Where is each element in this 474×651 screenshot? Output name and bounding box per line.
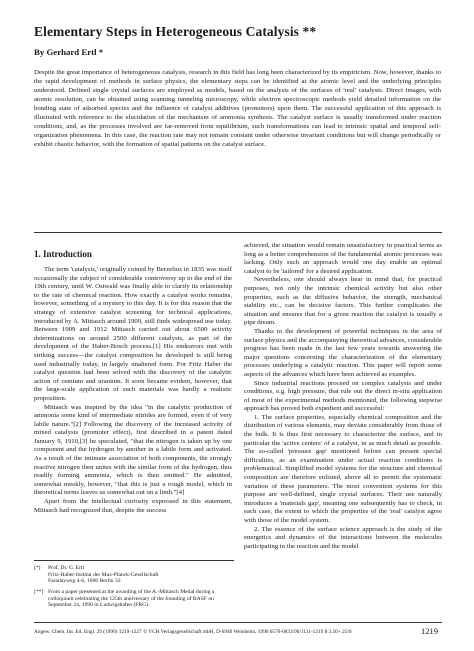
body-paragraph: achieved, the situation would remain unsatisfactory in practical terms as long as a better comprehension of the fundamental atomic processes was lacking. Only such an approach would one day enable an optimal catalyst to be 'tailored' for a desired application.	[244, 242, 442, 275]
journal-citation: Angew. Chem. Int. Ed. Engl. 29 (1990) 1219-1227 © VCH Verlagsgesellschaft mbH, D-6940 Weinheim, 1990 0570-0833/90/1111-1219 $ 3.50+.25/0	[34, 629, 352, 635]
footer-divider	[34, 622, 442, 623]
section-heading: 1. Introduction	[34, 249, 92, 259]
footnote-divider	[34, 560, 234, 561]
right-column	[244, 242, 442, 551]
footnote-line: Faradayweg 4-6, 1000 Berlin 33	[48, 578, 121, 585]
article-author: By Gerhard Ertl *	[34, 47, 104, 57]
article-title: Elementary Steps in Heterogeneous Catalysis **	[34, 24, 317, 39]
footnote-line: Fritz-Haber-Institut der Max-Planck-Gesellschaft	[48, 571, 159, 578]
page-number: 1219	[421, 626, 438, 636]
footnote-line: Prof. Dr. G. Ertl	[48, 565, 85, 571]
body-paragraph: The term 'catalysis,' originally coined by Berzelius in 1835 was itself occasionally the subject of considerable controversy up to the end of the 19th century, until W. Ostwald was finally able to clarify its relationship to the rate of chemical reaction. How exactly a catalyst works remains, however, something of a mystery to this day. It is for this reason that the strategy of extensive catalyst screening for technical applications, introduced by A. Mittasch around 1909, still finds widespread use today. Between 1909 and 1912 Mittasch carried out about 6500 activity determinations on around 2500 different catalysts, as part of the development of the Haber-Bosch process.[1] His endeavors met with striking success—the catalyst composition he developed is still being used industrially today, in largely unaltered form. For Fritz Haber the catalyst question had been solved with the discovery of the catalytic action of osmium and uranium. It soon became evident, however, that the large-scale application of such materials was hardly a realistic proposition.	[34, 266, 232, 402]
abstract: Despite the great importance of heterogeneous catalysis, research in this field has long been characterized by its empiricism. Now, however, thanks to the rapid development of methods in surface physics, the elementary steps can be identified at the atomic level and the underlying principles understood. Defined single crystal surfaces are employed as models, based on the analysis of the surfaces of 'real' catalysts. Direct images, with atomic resolution, can be obtained using scanning tunneling microscopy, while electron spectroscopic methods yield detailed information on the bonding state of adsorbed species and the influence of catalyst additives (promotors) upon them. The successful application of this approach is illustrated with reference to the elucidation of the mechanism of ammonia synthesis. The catalyst surface is usually transformed under reaction conditions, and, as the processes involved are far-removed from equilibrium, such transformations can lead to intrinsic spatial and temporal self-organization phenomena. In this case, the reaction rate may not remain constant under otherwise invariant conditions but will change periodically or exhibit chaotic behavior, with the formation of spatial patterns on the catalyst surface.	[34, 69, 441, 149]
body-paragraph: 2. The essence of the surface science approach is the study of the energetics and dynamics of the interactions between the molecules participating in the reaction and the model	[244, 525, 442, 550]
section-divider	[34, 232, 442, 233]
left-column	[34, 266, 232, 515]
body-paragraph: Nevertheless, one should always bear in mind that, for practical purposes, not only the intrinsic chemical activity but also other properties, such as the diffusive behavior, the strength, mechanical stability etc., can be decisive factors. This further complicates the situation and ensures that for a given reaction the catalyst is usually a pipe dream.	[244, 276, 442, 327]
footnote-author	[34, 565, 234, 585]
footnote-mark: [*]	[34, 565, 41, 571]
body-paragraph: Since industrial reactions proceed on complex catalysts and under conditions, e.g. high pressure, that rule out the direct in-situ application of most of the experimental methods mentioned, the following stepwise approach has proved both expedient and successful:	[244, 379, 442, 413]
body-paragraph: Apart from the intellectual curiosity expressed in this statement, Mittasch had recognized that, despite the success	[34, 498, 232, 514]
footnote-line: From a paper presented at the awarding of the A.-Mittasch Medal during a colloquium celebrating the 125th anniversary of the founding of BASF on September 24, 1990 in Ludwigshafen (FRG).	[48, 589, 215, 609]
footnote-source	[34, 589, 234, 609]
footnote-mark: [**]	[34, 589, 44, 595]
body-paragraph: Mittasch was inspired by the idea "in the catalytic production of ammonia some kind of intermediate nitrides are formed, even if of very labile nature."[2] Following the discovery of the increased activity of mixed catalysts (promoter effect), first described in a patent dated January 9, 1910,[3] he speculated, "that the nitrogen is taken up by one component and the hydrogen by another in a labile form and activated. As a result of the intimate association of both components, the strongly reactive nitrogen then unites with the similar form of the hydrogen, thus readily forming ammonia, which is then emitted." He admitted, somewhat meekly, however, "that this is just a rough model, which in theoretical terms leaves us somewhat out on a limb."[4]	[34, 403, 232, 497]
body-paragraph: 1. The surface properties, especially chemical composition and the distribution of various elements, may deviate considerably from those of the bulk. It is thus first necessary to characterize the surface, and in particular the 'active centers' of a catalyst, in as much detail as possible. The so-called 'pressure gap' mentioned before can present special difficulties, as an examination under actual reaction conditions is problematical. Simplified model systems for the structure and chemical composition are therefore enlisted, above all to permit the systematic variation of these parameters. The most convenient systems for this purpose are well-defined, single crystal surfaces. Their use naturally introduces a 'materials gap', meaning one subsequently has to check, in each case, the extent to which the properties of the 'real' catalyst agree with those of the model system.	[244, 413, 442, 524]
body-paragraph: Thanks to the development of powerful techniques in the area of surface physics and the accompanying theoretical advances, considerable progress has been made in the last few years towards answering the major questions concerning the characterization of the elementary processes underlying a catalytic reaction. This paper will report some aspects of the advances which have been achieved as examples.	[244, 327, 442, 378]
